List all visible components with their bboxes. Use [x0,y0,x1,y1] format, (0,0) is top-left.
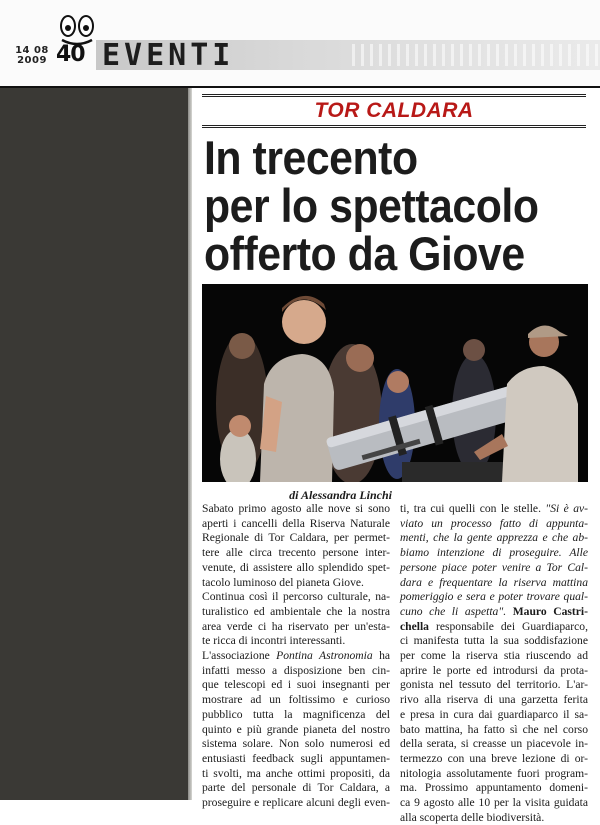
quote-span: cuno che li aspetta". [400,604,507,618]
text-line [400,517,588,532]
text-line: area verde ci ha riservato per un'esta- [202,619,390,633]
text-line: ca 9 agosto alle 10 per la visita guidata [400,796,588,810]
text-line [400,590,588,605]
text-line: tacolo luminoso del pianeta Giove. [202,575,364,589]
text-span: ti, tra cui quelli con le stelle. [400,502,546,515]
text-line: Continua così il percorso culturale, na- [202,590,390,604]
text-line: te ricca di incontri interessanti. [202,634,346,648]
quote-span: biamo intenzione di proseguire. Alle [400,546,588,560]
text-line: pubblico tutta la magnificenza del [202,707,390,721]
quote-span: pomeriggio e sera e poter trovare qual- [400,590,588,604]
text-line: ci manifesta tutta la sua soddisfazione [400,634,588,648]
text-line: aperti i cancelli della Riserva Naturale [202,516,390,530]
text-line: della serata, si creasse un piacevole in- [400,737,588,751]
left-dark-panel [0,88,188,800]
page-number: 40 [56,42,85,67]
quote-span: menti, che la gente apprezza e che ab- [400,531,588,545]
text-line: termezzo con una breve lezione di or- [400,751,588,765]
text-line: ti svolti, ma anche ottimi propositi, da [202,766,390,780]
quote-span: persone piace poter venire a Tor Cal- [400,560,588,574]
text-line [400,502,588,517]
headline [204,131,563,280]
headline-line: In trecento [204,131,418,184]
text-line [400,605,588,620]
headline-line: offerto da Giove [204,227,525,280]
text-line [400,531,588,546]
text-line: bato mattina, ha fatto sì che nel corso [400,722,588,736]
text-line [202,649,390,664]
text-line: sistema solare. Non solo numerosi ed [202,737,390,751]
text-line: proseguire e replicare alcuni degli even- [202,796,390,810]
article-photo [202,284,588,482]
text-line: rivo alla riserva di una garzetta ferita [400,693,588,707]
text-line: per come la riserva stia riuscendo ad [400,649,588,663]
text-line: entusiasti feedback sugli appuntamen- [202,751,390,765]
text-line: turalistico ed ambientale che la nostra [202,604,390,618]
section-bar-stripes [346,44,600,66]
text-line: gonista nel tessuto del territorio. L'ar- [400,678,588,692]
text-line: ma. Prossimo appuntamento domeni- [400,781,588,795]
speaker-name: chella [400,619,429,633]
text-line [400,620,588,635]
text-line: venute, di assistere allo splendido spet- [202,560,390,574]
text-line: quinto e più grande pianeta del nostro [202,722,390,736]
text-line: tere alle circa trecento persone inter- [202,546,390,560]
text-line: nitologia assolutamente fuori program- [400,766,588,780]
text-line: infatti messo a disposizione ben cin- [202,663,390,677]
section-name: EVENTI [102,40,235,70]
association-name: Pontina Astronomia [276,649,373,663]
text-line: Regionale di Tor Caldara, per permet- [202,531,390,545]
date-year: 2009 [17,55,47,66]
text-line: aprire le porte ed introdursi da prota- [400,663,588,677]
text-line [400,546,588,561]
byline: di Alessandra Linchi [289,488,392,502]
section-bar [96,40,600,70]
article [192,88,600,824]
quote-span: viato un processo fatto di appunta- [400,516,588,530]
masthead-strip [0,0,600,88]
text-line: e presa in cura dai guardiaparco il sa- [400,707,588,721]
issue-date [12,46,52,66]
telescope-night-photo [202,284,588,482]
text-line: Sabato primo agosto alle nove si sono [202,502,390,515]
kicker-text: TOR CALDARA [314,99,474,122]
quote-span: "Si è av- [545,502,588,515]
date-day-month: 14 08 [15,45,49,56]
headline-line: per lo spettacolo [204,179,539,232]
text-span: L'associazione [202,649,277,663]
text-span: ha [372,649,391,663]
quote-span: dara e frequentare la riserva mattina [400,575,588,589]
speaker-name: Mauro Castri- [506,604,588,618]
text-line: parte del personale di Tor Caldara, a [202,781,390,795]
text-line: mostrare ad un foltissimo e curioso [202,693,390,707]
text-line: alla scoperta delle biodiversità. [400,810,545,824]
kicker-box [202,94,586,128]
text-line [400,561,588,576]
body-column-2 [400,502,588,825]
text-line: que telescopi ed i suoi insegnanti per [202,678,390,692]
text-line [400,576,588,591]
text-span: responsabile dei Guardiaparco, [428,619,588,633]
body-column-1 [202,502,390,811]
